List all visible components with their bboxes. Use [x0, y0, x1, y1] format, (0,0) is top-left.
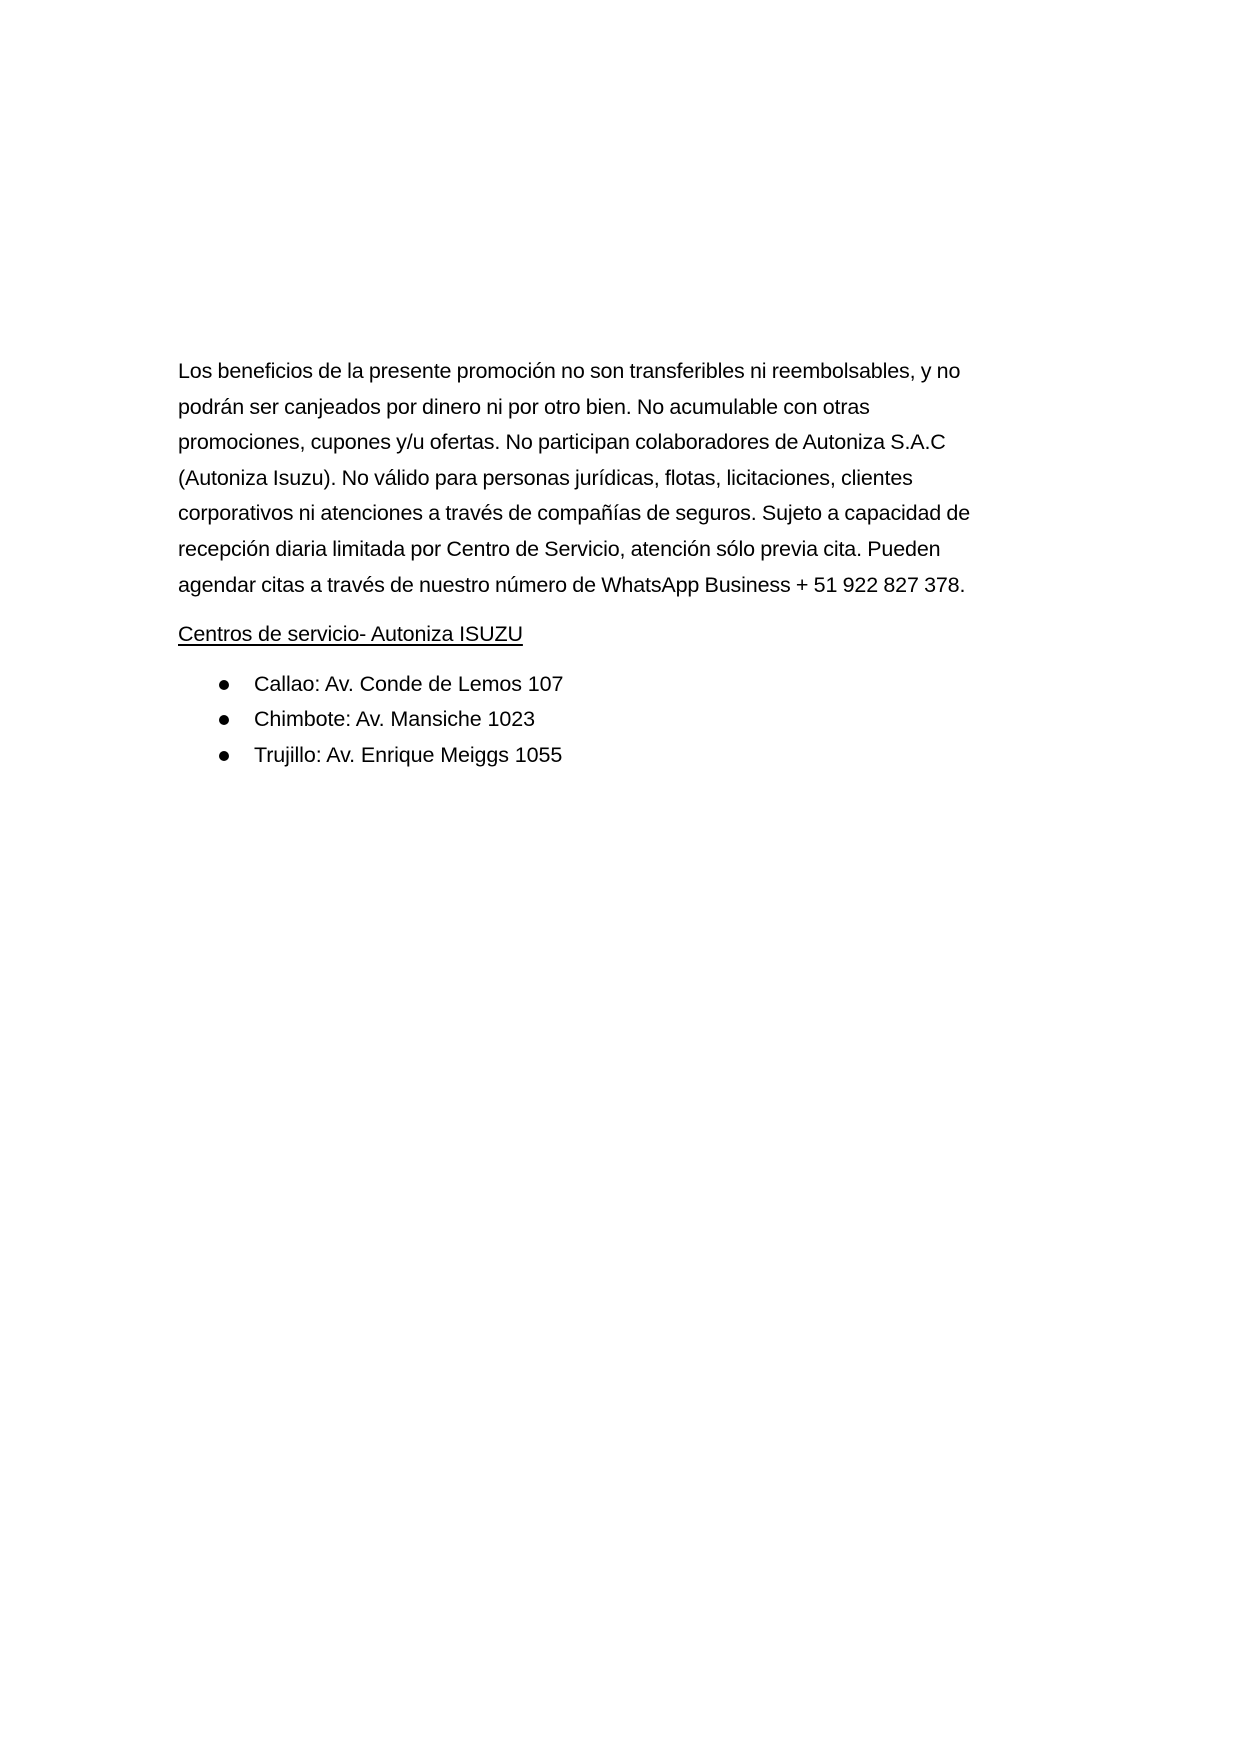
- terms-line: podrán ser canjeados por dinero ni por otro bien. No acumulable con otras: [178, 394, 870, 419]
- terms-line: (Autoniza Isuzu). No válido para personas jurídicas, flotas, licitaciones, clientes: [178, 465, 913, 490]
- service-centers-list: [178, 667, 1058, 774]
- terms-line: agendar citas a través de nuestro número de WhatsApp Business + 51 922 827 378.: [178, 572, 966, 597]
- service-centers-heading: Centros de servicio- Autoniza ISUZU: [178, 622, 523, 647]
- list-item: [178, 738, 1058, 774]
- terms-line: promociones, cupones y/u ofertas. No participan colaboradores de Autoniza S.A.C: [178, 430, 946, 455]
- list-item: [178, 702, 1058, 738]
- service-center-label: Trujillo: Av. Enrique Meiggs 1055: [254, 742, 563, 767]
- list-item: [178, 667, 1058, 703]
- terms-line: recepción diaria limitada por Centro de Servicio, atención sólo previa cita. Pueden: [178, 536, 941, 561]
- terms-paragraph: [178, 354, 1058, 603]
- document-content: [178, 354, 1058, 774]
- service-center-label: Callao: Av. Conde de Lemos 107: [254, 671, 564, 696]
- terms-line: Los beneficios de la presente promoción no son transferibles ni reembolsables, y no: [178, 359, 961, 383]
- bullet-icon: [219, 751, 229, 761]
- bullet-icon: [219, 680, 229, 690]
- terms-line: corporativos ni atenciones a través de compañías de seguros. Sujeto a capacidad de: [178, 501, 971, 526]
- service-center-label: Chimbote: Av. Mansiche 1023: [254, 707, 535, 732]
- bullet-icon: [219, 715, 229, 725]
